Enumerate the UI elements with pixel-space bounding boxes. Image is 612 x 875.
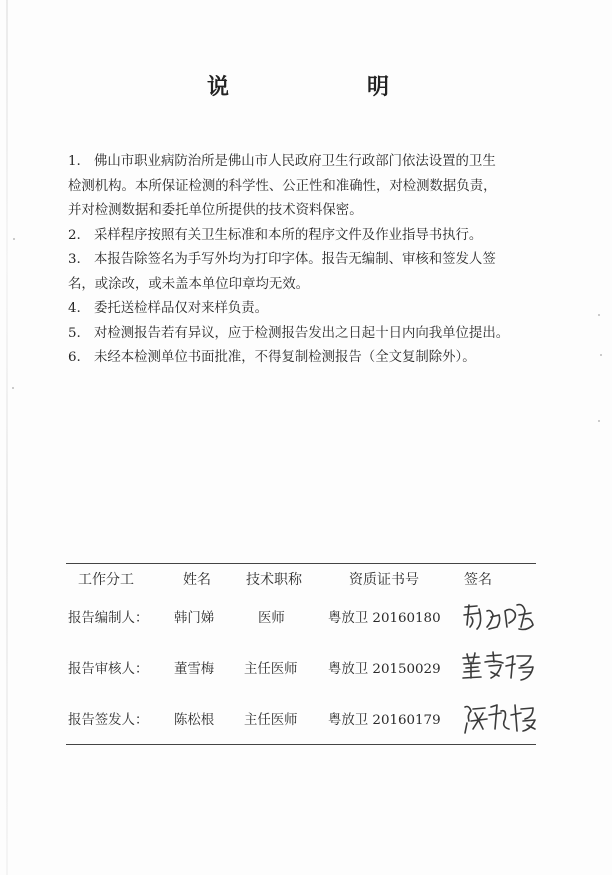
note-number: 4. (68, 301, 81, 316)
header-signature: 签名 (464, 572, 492, 588)
table-header-row (66, 569, 536, 593)
note-continuation (68, 273, 548, 298)
note-text: 采样程序按照有关卫生标准和本所的程序文件及作业指导书执行。 (94, 227, 483, 243)
note-item (68, 150, 548, 175)
note-text: 名，或涂改，或未盖本单位印章均无效。 (68, 276, 310, 292)
scan-speck (13, 238, 15, 240)
note-text: 检测机构。本所保证检测的科学性、公正性和准确性，对检测数据负责， (68, 178, 497, 194)
note-item (68, 224, 548, 249)
table-row (66, 709, 536, 733)
header-name: 姓名 (183, 572, 211, 588)
row-title: 主任医师 (244, 662, 298, 677)
notes-list (68, 150, 548, 371)
note-item (68, 322, 548, 347)
row-title: 医师 (258, 611, 285, 626)
row-name: 陈松根 (174, 713, 215, 728)
scan-speck (12, 387, 14, 389)
row-title: 主任医师 (244, 713, 298, 728)
note-text: 委托送检样品仅对来样负责。 (94, 301, 269, 316)
row-role: 报告编制人： (68, 611, 149, 626)
note-text: 并对检测数据和委托单位所提供的技术资料保密。 (68, 203, 363, 218)
note-text: 佛山市职业病防治所是佛山市人民政府卫生行政部门依法设置的卫生 (94, 154, 496, 169)
note-continuation (68, 199, 548, 224)
title-char: 明 (367, 74, 390, 100)
note-continuation (68, 175, 548, 200)
note-text: 对检测报告若有异议，应于检测报告发出之日起十日内向我单位提出。 (94, 325, 510, 341)
note-item (68, 248, 548, 273)
note-number: 1. (68, 154, 81, 169)
row-cert: 粤放卫 20160180 (328, 611, 441, 626)
scan-speck (600, 354, 602, 356)
handwritten-signature (461, 699, 541, 735)
handwritten-signature (461, 597, 541, 633)
note-number: 5. (68, 325, 81, 341)
note-item (68, 297, 548, 322)
table-bottom-rule (66, 744, 536, 745)
header-cert: 资质证书号 (349, 572, 419, 588)
row-name: 董雪梅 (174, 662, 215, 677)
scan-speck (598, 420, 600, 422)
table-row (66, 607, 536, 631)
note-item (68, 346, 548, 371)
title-char: 说 (207, 74, 230, 100)
note-number: 6. (68, 350, 81, 365)
signature-drawing (461, 699, 541, 735)
header-title: 技术职称 (246, 572, 302, 588)
scan-speck (598, 314, 600, 316)
note-text: 本报告除签名为手写外均为打印字体。报告无编制、审核和签发人签 (94, 252, 496, 267)
signature-drawing (461, 648, 541, 684)
row-name: 韩门娣 (174, 611, 215, 626)
note-text: 未经本检测单位书面批准，不得复制检测报告（全文复制除外）。 (94, 350, 476, 365)
signature-drawing (461, 597, 541, 633)
note-number: 3. (68, 252, 81, 267)
scan-edge-shadow (6, 0, 8, 875)
note-number: 2. (68, 227, 81, 243)
table-row (66, 658, 536, 682)
table-top-rule (66, 563, 536, 564)
row-role: 报告签发人： (68, 713, 149, 728)
row-cert: 粤放卫 20150029 (328, 662, 441, 677)
header-role: 工作分工 (78, 572, 134, 588)
row-cert: 粤放卫 20160179 (328, 713, 441, 728)
handwritten-signature (461, 648, 541, 684)
page-title (0, 70, 612, 104)
row-role: 报告审核人： (68, 662, 149, 677)
